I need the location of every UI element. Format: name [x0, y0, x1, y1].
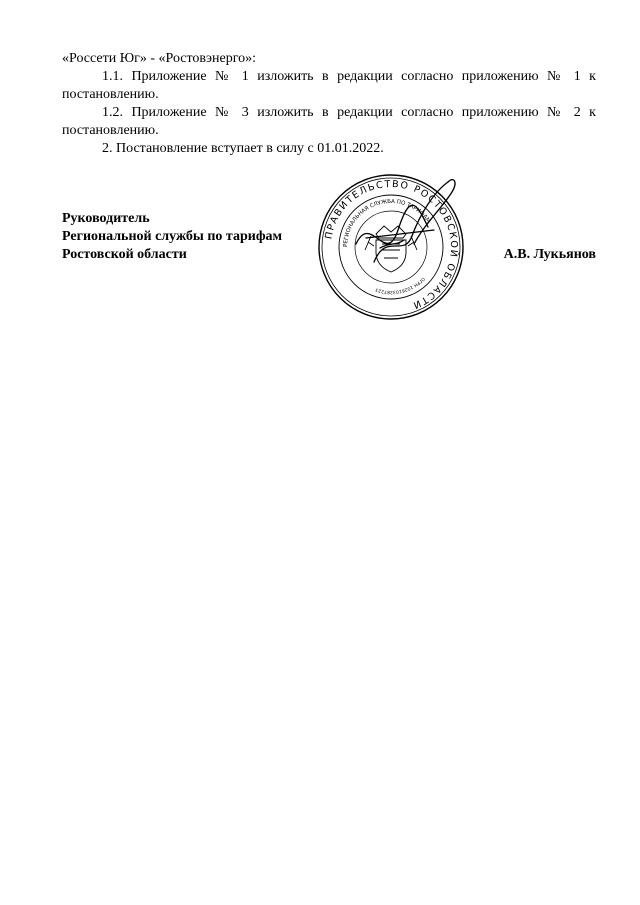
- official-stamp: [316, 172, 466, 322]
- text-line-5: постановлению.: [62, 123, 159, 138]
- signatory-title-2: Региональной службы по тарифам: [62, 229, 283, 244]
- signatory-name: А.В. Лукьянов: [503, 247, 596, 262]
- text-line-2: 1.1. Приложение № 1 изложить в редакции согласно приложению № 1 к: [102, 69, 596, 84]
- stamp-ring-2: [322, 178, 460, 316]
- stamp-inner-text: РЕГИОНАЛЬНАЯ СЛУЖБА ПО ТАРИФАМ: [342, 198, 432, 248]
- text-line-1: «Россети Юг» - «Ростовэнерго»:: [62, 51, 257, 66]
- signatory-title-3: Ростовской области: [62, 247, 187, 262]
- signatory-title-1: Руководитель: [62, 211, 150, 226]
- stamp-id-text: ОГРН 1026103287223: [375, 275, 426, 295]
- text-line-3: постановлению.: [62, 87, 159, 102]
- stamp-ring-3: [339, 195, 443, 299]
- stamp-outer-text: ПРАВИТЕЛЬСТВО РОСТОВСКОЙ ОБЛАСТИ: [323, 178, 460, 311]
- stamp-outer-ring: [319, 175, 463, 319]
- text-line-4: 1.2. Приложение № 3 изложить в редакции согласно приложению № 2 к: [102, 105, 596, 120]
- text-line-6: 2. Постановление вступает в силу с 01.01.2022.: [102, 141, 384, 156]
